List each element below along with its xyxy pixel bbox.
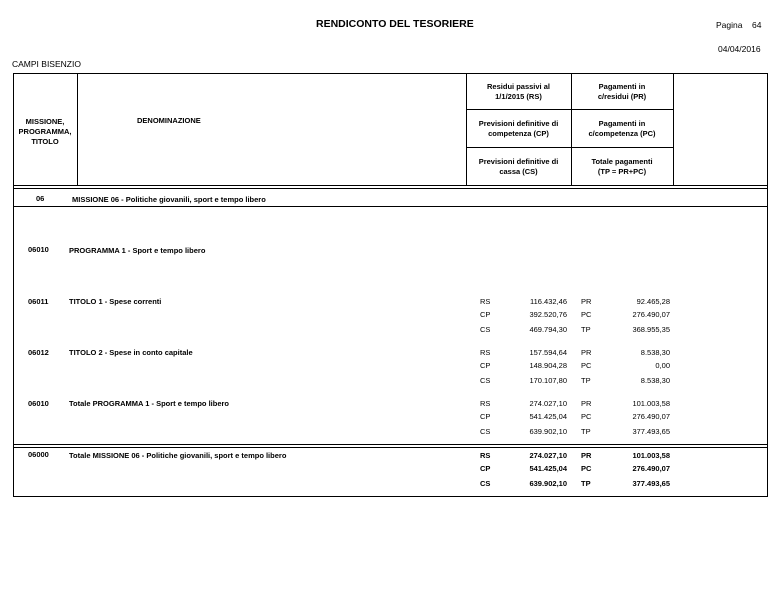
row-value: 541.425,04 (529, 464, 567, 473)
row-value: 157.594,64 (529, 348, 567, 357)
row-value: 0,00 (655, 361, 670, 370)
program-label: PROGRAMMA 1 - Sport e tempo libero (69, 246, 206, 255)
row-code: 06012 (28, 348, 49, 357)
row-key: CS (480, 376, 491, 385)
row-key: TP (581, 479, 591, 488)
row-key: CS (480, 479, 491, 488)
row-key: PC (581, 464, 592, 473)
row-value: 639.902,10 (529, 427, 567, 436)
col-header-residui: Residui passivi al 1/1/2015 (RS) (487, 82, 550, 101)
entity-name: CAMPI BISENZIO (12, 59, 81, 69)
row-value: 639.902,10 (529, 479, 567, 488)
col-header-prev-cassa: Previsioni definitive di cassa (CS) (478, 157, 559, 176)
row-key: PC (581, 412, 592, 421)
total-row-border (13, 447, 767, 448)
row-key: TP (581, 325, 591, 334)
header-bottom-border (13, 185, 767, 186)
row-value: 170.107,80 (529, 376, 567, 385)
row-key: PR (581, 297, 592, 306)
col-header-totale-pagamenti: Totale pagamenti (TP = PR+PC) (591, 157, 653, 176)
row-label: TITOLO 1 - Spese correnti (69, 297, 162, 306)
col-header-denominazione: DENOMINAZIONE (137, 116, 201, 125)
row-value: 101.003,58 (632, 399, 670, 408)
row-key: TP (581, 427, 591, 436)
row-key: PR (581, 348, 592, 357)
row-key: PR (581, 399, 592, 408)
row-value: 377.493,65 (632, 479, 670, 488)
row-key: PC (581, 361, 592, 370)
header-divider (466, 147, 674, 148)
row-value: 276.490,07 (632, 412, 670, 421)
row-value: 8.538,30 (640, 348, 670, 357)
col-header-code: MISSIONE, PROGRAMMA, TITOLO (18, 117, 72, 146)
col-header-pag-competenza: Pagamenti in c/competenza (PC) (588, 119, 656, 138)
row-key: CP (480, 464, 491, 473)
row-key: CS (480, 427, 491, 436)
row-value: 541.425,04 (529, 412, 567, 421)
mission-row-border (13, 206, 767, 207)
row-label: TITOLO 2 - Spese in conto capitale (69, 348, 193, 357)
row-value: 276.490,07 (632, 464, 670, 473)
row-key: TP (581, 376, 591, 385)
row-key: PR (581, 451, 592, 460)
row-key: CP (480, 361, 491, 370)
row-value: 148.904,28 (529, 361, 567, 370)
row-value: 274.027,10 (529, 451, 567, 460)
table-top-border (13, 73, 767, 74)
total-mission-label: Totale MISSIONE 06 - Politiche giovanili, sport e tempo libero (69, 451, 287, 460)
row-key: CS (480, 325, 491, 334)
row-value: 274.027,10 (529, 399, 567, 408)
row-value: 368.955,35 (632, 325, 670, 334)
total-row-border (13, 444, 767, 445)
header-divider (466, 109, 674, 110)
row-code: 06010 (28, 399, 49, 408)
row-value: 101.003,58 (632, 451, 670, 460)
row-code: 06011 (28, 297, 49, 306)
row-key: RS (480, 399, 491, 408)
mission-code: 06 (36, 194, 45, 203)
row-value: 92.465,28 (636, 297, 670, 306)
col-header-prev-competenza: Previsioni definitive di competenza (CP) (478, 119, 559, 138)
mission-label: MISSIONE 06 - Politiche giovanili, sport e tempo libero (72, 195, 266, 204)
row-key: RS (480, 451, 491, 460)
page-label: Pagina (716, 20, 743, 30)
report-date: 04/04/2016 (718, 44, 761, 54)
header-divider (673, 73, 674, 185)
row-value: 469.794,30 (529, 325, 567, 334)
header-bottom-border (13, 188, 767, 189)
row-key: CP (480, 412, 491, 421)
row-value: 116.432,46 (530, 297, 567, 306)
row-label: Totale PROGRAMMA 1 - Sport e tempo libero (69, 399, 230, 408)
table-bottom-border (13, 496, 768, 497)
program-code: 06010 (28, 245, 49, 254)
row-key: RS (480, 348, 491, 357)
row-value: 276.490,07 (632, 310, 670, 319)
row-value: 392.520,76 (529, 310, 567, 319)
row-key: CP (480, 310, 491, 319)
row-value: 377.493,65 (632, 427, 670, 436)
total-mission-code: 06000 (28, 450, 49, 459)
row-value: 8.538,30 (640, 376, 670, 385)
table-right-border (767, 73, 768, 496)
header-divider (77, 73, 78, 185)
col-header-pag-residui: Pagamenti in c/residui (PR) (597, 82, 647, 101)
report-title: RENDICONTO DEL TESORIERE (316, 18, 474, 30)
page-number: 64 (752, 20, 762, 30)
row-key: PC (581, 310, 592, 319)
row-key: RS (480, 297, 491, 306)
